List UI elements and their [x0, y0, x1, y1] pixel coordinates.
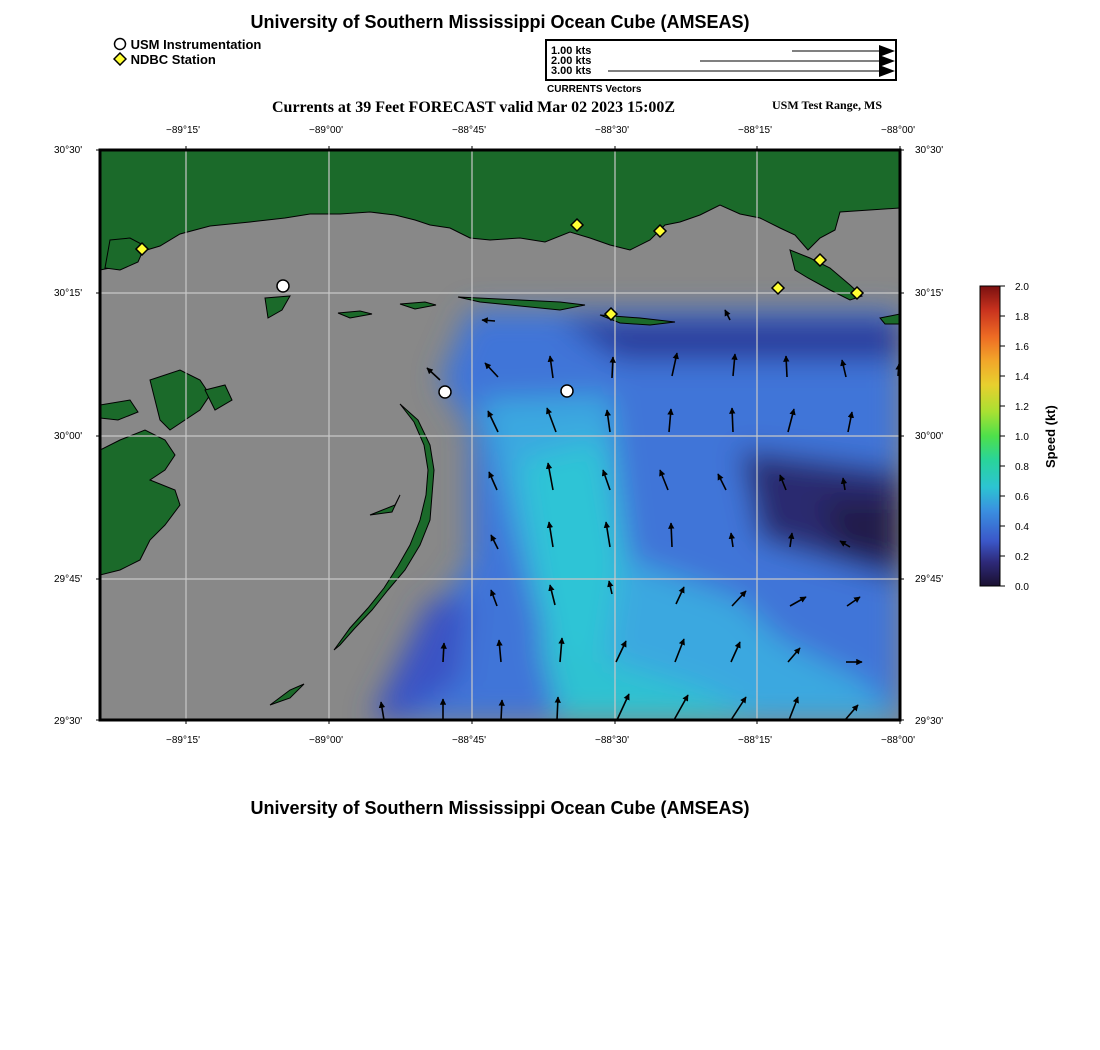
legend-usm-label: USM Instrumentation: [130, 37, 262, 52]
legend-usm: [113, 37, 261, 52]
colorbar-tick: 2.0: [1015, 282, 1029, 293]
map-title: University of Southern Mississippi Ocean Cube (AMSEAS): [250, 12, 750, 32]
speed-colorbar: [975, 280, 1070, 595]
colorbar-tick: 0.6: [1015, 492, 1029, 503]
top-tick: −89°00': [309, 125, 343, 136]
colorbar-tick: 0.0: [1015, 582, 1029, 593]
right-tick: 30°00': [915, 431, 944, 442]
colorbar-tick: 1.8: [1015, 312, 1029, 323]
map-subtitle: Currents at 39 Feet FORECAST valid Mar 02 2023 15:00Z: [272, 99, 676, 116]
vector-key-row-2: 2.00 kts: [551, 55, 592, 67]
left-tick: 29°45': [54, 574, 83, 585]
usm-station-marker: [277, 280, 289, 292]
top-tick: −88°00': [881, 125, 915, 136]
legend-ndbc-label: NDBC Station: [130, 52, 216, 67]
usm-station-marker: [561, 385, 573, 397]
usm-marker-icon: [113, 37, 127, 51]
footer-title: University of Southern Mississippi Ocean Cube (AMSEAS): [250, 798, 750, 818]
vector-key-row-1: 1.00 kts: [551, 45, 592, 57]
bottom-tick: −88°30': [595, 735, 629, 746]
top-tick: −88°15': [738, 125, 772, 136]
colorbar-tick: 1.0: [1015, 432, 1029, 443]
usm-station-marker: [439, 386, 451, 398]
right-tick: 29°30': [915, 716, 944, 727]
range-name: USM Test Range, MS: [772, 98, 883, 112]
colorbar-tick: 1.6: [1015, 342, 1029, 353]
top-tick: −88°30': [595, 125, 629, 136]
legend-ndbc: [113, 52, 216, 67]
ndbc-marker-icon: [113, 52, 127, 66]
bottom-tick: −88°00': [881, 735, 915, 746]
colorbar-tick: 1.2: [1015, 402, 1029, 413]
vector-key: [545, 39, 897, 81]
colorbar-tick: 0.2: [1015, 552, 1029, 563]
left-tick: 30°30': [54, 145, 83, 156]
left-tick: 29°30': [54, 716, 83, 727]
vector-key-title: CURRENTS Vectors: [547, 84, 642, 95]
colorbar-label: Speed (kt): [1043, 405, 1058, 468]
left-tick: 30°15': [54, 288, 83, 299]
right-tick: 30°30': [915, 145, 944, 156]
vector-key-row-3: 3.00 kts: [551, 65, 592, 77]
vector-key-arrows: [547, 41, 895, 79]
colorbar-tick: 1.4: [1015, 372, 1029, 383]
left-tick: 30°00': [54, 431, 83, 442]
colorbar-tick: 0.4: [1015, 522, 1029, 533]
bottom-tick: −89°00': [309, 735, 343, 746]
right-tick: 30°15': [915, 288, 944, 299]
bottom-tick: −88°45': [452, 735, 486, 746]
bottom-tick: −88°15': [738, 735, 772, 746]
current-speed-map: [90, 140, 915, 730]
top-tick: −88°45': [452, 125, 486, 136]
top-tick: −89°15': [166, 125, 200, 136]
right-tick: 29°45': [915, 574, 944, 585]
colorbar-tick: 0.8: [1015, 462, 1029, 473]
bottom-tick: −89°15': [166, 735, 200, 746]
